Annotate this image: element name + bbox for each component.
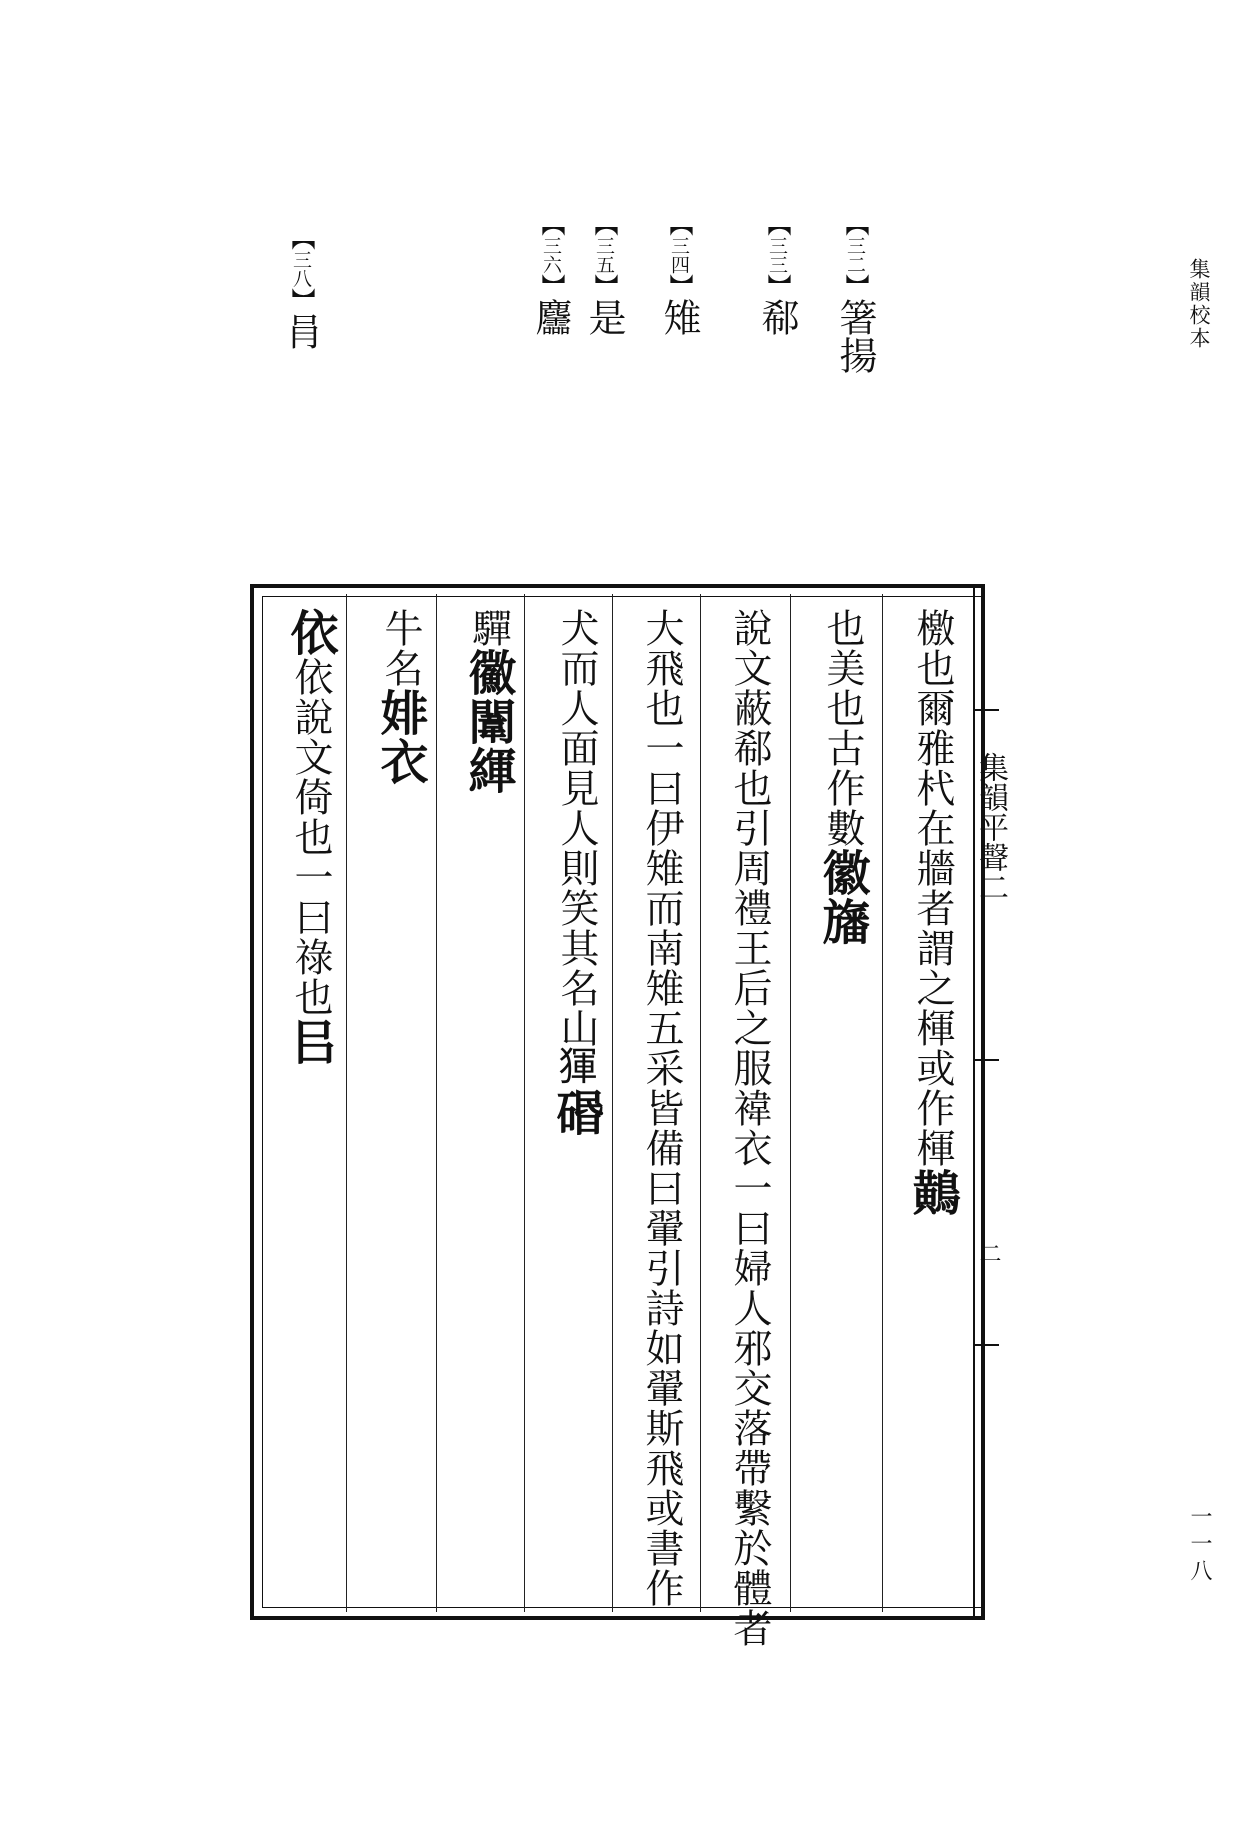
note-number: 三六 bbox=[540, 236, 562, 274]
note-number: 三三 bbox=[766, 236, 788, 274]
column-rule bbox=[882, 594, 883, 1612]
text-column-6 bbox=[460, 608, 516, 795]
text-column-3 bbox=[727, 608, 772, 1648]
note-text: 雉 bbox=[657, 298, 701, 336]
banxin-title: 集韻平聲二 bbox=[973, 752, 1008, 902]
headword: 旛 bbox=[814, 897, 870, 946]
column-text: 依說文倚也一曰祿也 bbox=[288, 657, 333, 1017]
note-32: 【三二】箸揚 bbox=[833, 212, 877, 374]
column-rule bbox=[612, 594, 613, 1612]
column-text: 也美也古作數 bbox=[820, 608, 865, 848]
column-text: 大飛也一曰伊雉而南雉五采皆備曰翬引詩如翬斯飛或書作 bbox=[639, 608, 684, 1608]
text-column-8 bbox=[282, 608, 338, 1066]
note-text: 肙 bbox=[279, 312, 323, 350]
headword: 䃉 bbox=[548, 1088, 604, 1137]
print-frame bbox=[250, 584, 985, 1620]
note-text: 是 bbox=[582, 298, 626, 336]
column-rule bbox=[524, 594, 525, 1612]
column-text: 犬而人面見人則笑其名山𤟤 bbox=[554, 608, 599, 1088]
column-rule bbox=[790, 594, 791, 1612]
column-rule bbox=[436, 594, 437, 1612]
note-text: 郗 bbox=[755, 298, 799, 336]
headword: 依 bbox=[282, 608, 338, 657]
headword: 衣 bbox=[372, 737, 428, 786]
text-column-7 bbox=[372, 608, 428, 786]
banxin-juan: 二 bbox=[976, 1242, 1001, 1264]
banxin-column bbox=[973, 584, 999, 1620]
headword: 㠯 bbox=[282, 1017, 338, 1066]
note-number: 三八 bbox=[290, 250, 312, 288]
note-35: 【三五】是 bbox=[582, 212, 626, 336]
headword: 鰴 bbox=[460, 648, 516, 697]
headword: 徽 bbox=[814, 848, 870, 897]
headword: 鷬 bbox=[904, 1168, 960, 1217]
series-title: 集韻校本 bbox=[1187, 258, 1211, 350]
headword: 闈 bbox=[460, 697, 516, 746]
headword: 婔 bbox=[372, 688, 428, 737]
text-column-1 bbox=[904, 608, 960, 1217]
column-rule bbox=[700, 594, 701, 1612]
note-36: 【三六】麢 bbox=[529, 212, 573, 336]
column-rule bbox=[346, 594, 347, 1612]
note-text: 麢 bbox=[529, 298, 573, 336]
note-number: 三五 bbox=[593, 236, 615, 274]
note-text: 箸揚 bbox=[833, 298, 877, 374]
column-text: 驒 bbox=[466, 608, 511, 648]
note-number: 三二 bbox=[844, 236, 866, 274]
text-column-2 bbox=[814, 608, 870, 946]
column-text: 牛名 bbox=[378, 608, 423, 688]
text-column-5 bbox=[548, 608, 604, 1137]
note-number: 三四 bbox=[668, 236, 690, 274]
column-text: 說文蔽郗也引周禮王后之服褘衣一曰婦人邪交落帶繫於體者 bbox=[727, 608, 772, 1648]
note-33: 【三三】郗 bbox=[755, 212, 799, 336]
note-38: 【三八】肙 bbox=[279, 226, 323, 350]
column-text: 檄也爾雅杙在牆者謂之楎或作楎 bbox=[910, 608, 955, 1168]
note-34: 【三四】雉 bbox=[657, 212, 701, 336]
page-number: 一一八 bbox=[1187, 1505, 1212, 1586]
text-column-4 bbox=[639, 608, 684, 1608]
headword: 緷 bbox=[460, 746, 516, 795]
